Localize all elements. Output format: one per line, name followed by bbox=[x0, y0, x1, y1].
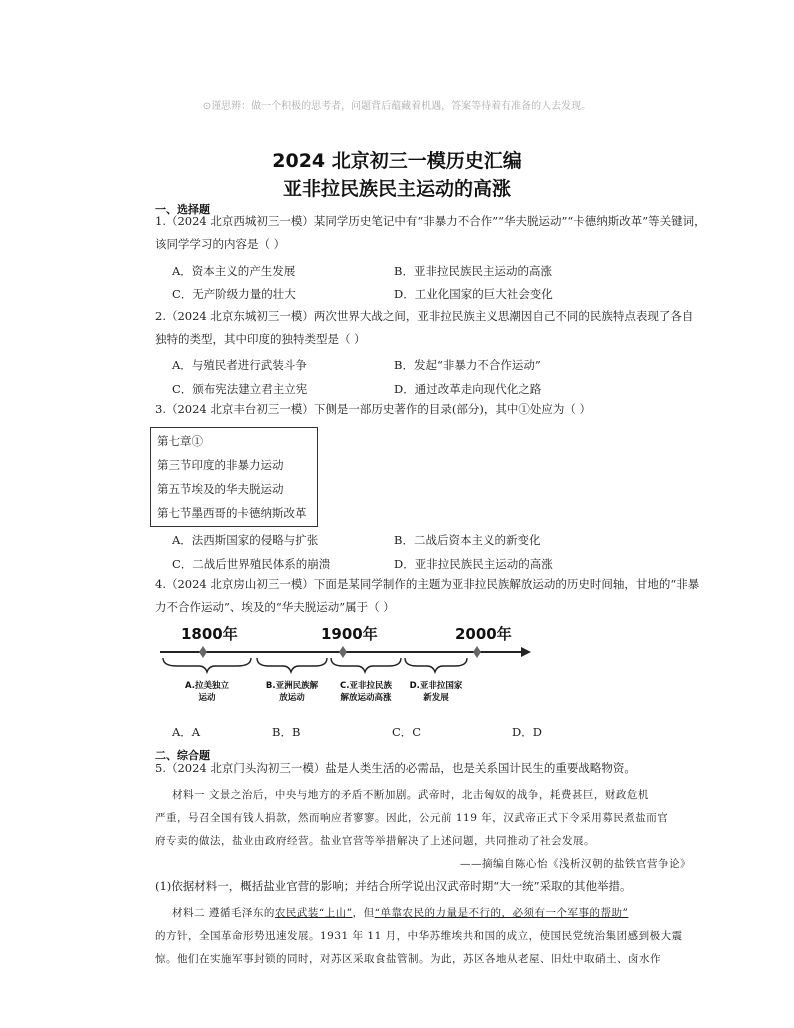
q3-option-a: A．法西斯国家的侵略与扩张 bbox=[172, 533, 319, 547]
timeline-brace-d bbox=[405, 658, 467, 672]
page-header-motto: ⊙谨思辨：做一个积极的思考者，问题背后蕴藏着机遇，答案等待着有准备的人去发现。 bbox=[202, 101, 592, 112]
timeline-marker-1800 bbox=[199, 646, 207, 658]
timeline-marker-1900 bbox=[339, 646, 347, 658]
material-2-intro: 材料二 遵循毛泽东的 bbox=[172, 907, 275, 919]
timeline-label-b-1: B.亚洲民族解 bbox=[265, 681, 319, 691]
q1-option-c: C．无产阶级力量的壮大 bbox=[172, 287, 296, 301]
question-4-stem-cont: 力不合作运动”、埃及的“华夫脱运动”属于（ ） bbox=[155, 600, 395, 614]
toc-chapter: 第七章① bbox=[157, 434, 203, 448]
timeline-label-c-2: 解放运动高涨 bbox=[340, 693, 392, 703]
timeline-label-a-2: 运动 bbox=[198, 693, 216, 703]
material-1-line-2: 严重，号召全国有钱人捐款，然而响应者寥寥。因此，公元前 119 年，汉武帝正式下令采用募民煮盐而官 bbox=[155, 812, 669, 824]
q1-option-d: D．工业化国家的巨大社会变化 bbox=[394, 287, 553, 301]
timeline-brace-b bbox=[257, 658, 327, 672]
question-4-stem: 4.（2024 北京房山初三一模）下面是某同学制作的主题为亚非拉民族解放运动的历史时间轴，甘地的“非暴 bbox=[155, 577, 700, 591]
material-2-underline-2: “单靠农民的力量是不行的，必须有一个军事的帮助” bbox=[374, 907, 629, 919]
question-2-stem: 2.（2024 北京东城初三一模）两次世界大战之间，亚非拉民族主义思潮因自己不同的民族特点表现了各自 bbox=[155, 309, 694, 323]
q4-option-d: D．D bbox=[512, 725, 542, 739]
material-1-line-3: 府专卖的做法，盐业由政府经营。盐业官营等举措解决了上述问题，共同推动了社会发展。 bbox=[155, 835, 595, 847]
timeline-marker-2000 bbox=[473, 646, 481, 658]
material-2-conjunction: ，但 bbox=[352, 907, 375, 919]
timeline-label-c-1: C.亚非拉民族 bbox=[340, 681, 392, 691]
material-2-underline-1: 农民武装“上山” bbox=[274, 907, 353, 919]
question-1-stem-cont: 该同学学习的内容是（ ） bbox=[155, 237, 286, 251]
timeline-year-1900: 1900年 bbox=[321, 625, 378, 643]
history-timeline bbox=[155, 622, 535, 722]
toc-section-7: 第七节墨西哥的卡德纳斯改革 bbox=[157, 506, 307, 520]
document-subtitle: 亚非拉民族民主运动的高涨 bbox=[282, 178, 511, 200]
timeline-brace-a bbox=[163, 658, 251, 672]
q2-option-b: B．发起“非暴力不合作运动” bbox=[394, 358, 541, 372]
document-title: 2024 北京初三一模历史汇编 bbox=[272, 150, 522, 172]
question-5-stem: 5.（2024 北京门头沟初三一模）盐是人类生活的必需品，也是关系国计民生的重要战略物资。 bbox=[155, 761, 636, 775]
q4-option-b: B．B bbox=[272, 725, 301, 739]
timeline-arrowhead bbox=[521, 647, 531, 657]
material-2-line-1 bbox=[172, 905, 628, 920]
material-2-line-2: 的方针，全国革命形势迅速发展。1931 年 11 月，中华苏维埃共和国的成立，使国民党统治集团感到极大震 bbox=[155, 930, 683, 942]
question-3-stem: 3.（2024 北京丰台初三一模）下侧是一部历史著作的目录(部分)，其中①处应为（ ） bbox=[155, 402, 592, 416]
sub-question-1: (1)依据材料一，概括盐业官营的影响；并结合所学说出汉武帝时期“大一统”采取的其他举措。 bbox=[155, 879, 632, 893]
question-1-stem: 1.（2024 北京西城初三一模）某同学历史笔记中有“非暴力不合作”“华夫脱运动”“卡德纳斯改革”等关键词， bbox=[155, 214, 706, 228]
q4-option-a: A．A bbox=[172, 725, 201, 739]
timeline-year-2000: 2000年 bbox=[455, 625, 512, 643]
q3-option-d: D．亚非拉民族民主运动的高涨 bbox=[394, 557, 553, 571]
timeline-label-a-1: A.拉美独立 bbox=[185, 681, 229, 691]
material-2-line-3: 惊。他们在实施军事封锁的同时，对苏区采取食盐管制。为此，苏区各地从老屋、旧灶中取硝土、卤水作 bbox=[155, 953, 661, 965]
timeline-label-d-2: 新发展 bbox=[423, 693, 449, 703]
material-1-source: ——摘编自陈心怡《浅析汉朝的盐铁官营争论》 bbox=[460, 858, 691, 870]
table-of-contents-box bbox=[150, 427, 318, 527]
timeline-brace-c bbox=[331, 658, 401, 672]
timeline-label-b-2: 放运动 bbox=[279, 693, 305, 703]
section-heading-comprehensive: 二、综合题 bbox=[155, 749, 210, 762]
question-2-stem-cont: 独特的类型，其中印度的独特类型是（ ） bbox=[155, 332, 366, 346]
q4-option-c: C．C bbox=[392, 725, 422, 739]
q3-option-c: C．二战后世界殖民体系的崩溃 bbox=[172, 557, 331, 571]
timeline-label-d-1: D.亚非拉国家 bbox=[409, 681, 463, 691]
timeline-year-1800: 1800年 bbox=[181, 625, 238, 643]
toc-section-3: 第三节印度的非暴力运动 bbox=[157, 458, 284, 472]
toc-section-5: 第五节埃及的华夫脱运动 bbox=[157, 482, 284, 496]
q3-option-b: B．二战后资本主义的新变化 bbox=[394, 533, 541, 547]
q2-option-d: D．通过改革走向现代化之路 bbox=[394, 382, 542, 396]
q1-option-b: B．亚非拉民族民主运动的高涨 bbox=[394, 264, 552, 278]
q2-option-c: C．颁布宪法建立君主立宪 bbox=[172, 382, 308, 396]
q2-option-a: A．与殖民者进行武装斗争 bbox=[172, 358, 307, 372]
material-1-line-1: 材料一 文景之治后，中央与地方的矛盾不断加剧。武帝时，北击匈奴的战争，耗费甚巨，财政危机 bbox=[172, 789, 649, 801]
section-heading-choice: 一、选择题 bbox=[155, 203, 210, 216]
q1-option-a: A．资本主义的产生发展 bbox=[172, 264, 296, 278]
